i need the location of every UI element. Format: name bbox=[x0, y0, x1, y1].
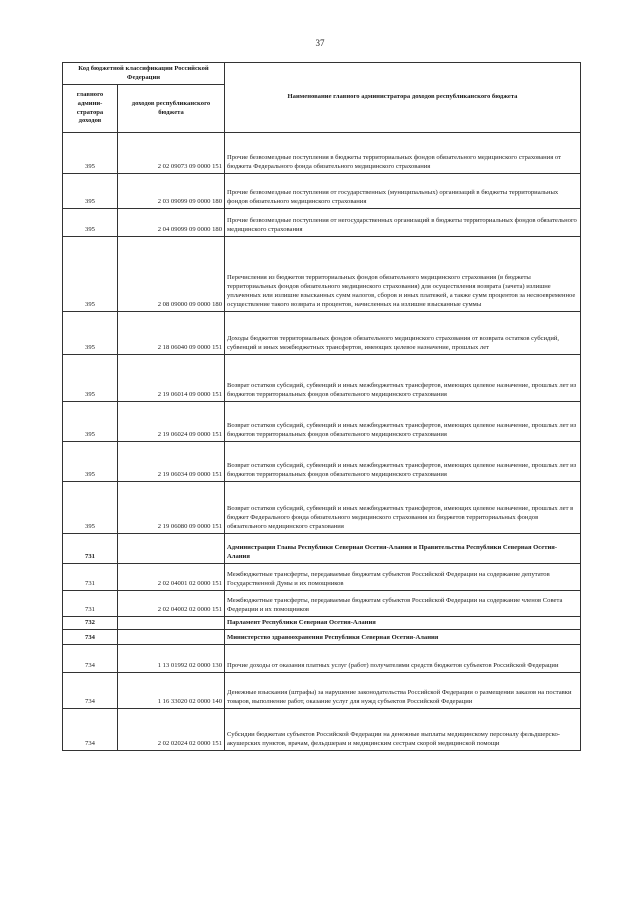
header-name-column: Наименование главного администратора доходов республиканского бюджета bbox=[287, 93, 518, 101]
header-admin-column: главного админи-стратора доходов bbox=[76, 90, 104, 125]
admin-code-cell: 731 bbox=[63, 564, 118, 591]
table-row bbox=[63, 402, 581, 442]
description-cell: Доходы бюджетов территориальных фондов обязательного медицинского страхования от возврата остатков субсидий, субвенций и иных межбюджетных трансфертов, имеющих целевое назначение, прошлых лет bbox=[225, 312, 581, 355]
budget-code-cell bbox=[118, 617, 225, 630]
table-row bbox=[63, 564, 581, 591]
admin-code-cell: 731 bbox=[63, 534, 118, 564]
description-cell: Возврат остатков субсидий, субвенций и иных межбюджетных трансфертов, имеющих целевое назначение, прошлых лет из бюджетов территориальных фондов обязательного медицинского страхования bbox=[225, 442, 581, 482]
table-row bbox=[63, 709, 581, 751]
budget-code-cell: 2 19 06080 09 0000 151 bbox=[118, 482, 225, 534]
budget-code-cell: 2 19 06024 09 0000 151 bbox=[118, 402, 225, 442]
table-row bbox=[63, 591, 581, 617]
admin-code-cell: 395 bbox=[63, 312, 118, 355]
admin-code-cell: 395 bbox=[63, 174, 118, 209]
budget-code-cell: 2 02 09073 09 0000 151 bbox=[118, 133, 225, 174]
budget-code-cell: 1 13 01992 02 0000 130 bbox=[118, 645, 225, 673]
description-cell: Возврат остатков субсидий, субвенций и иных межбюджетных трансфертов, имеющих целевое назначение, прошлых лет из бюджетов территориальных фондов обязательного медицинского страхования bbox=[225, 402, 581, 442]
description-cell: Прочие доходы от оказания платных услуг (работ) получателями средств бюджетов субъектов Российской Федерации bbox=[225, 645, 581, 673]
table-row bbox=[63, 237, 581, 312]
description-cell: Прочие безвозмездные поступления от негосударственных организаций в бюджеты территориальных фондов обязательного медицинского страхования bbox=[225, 209, 581, 237]
admin-code-cell: 395 bbox=[63, 237, 118, 312]
description-cell: Администрация Главы Республики Северная Осетия-Алания и Правительства Республики Северная Осетия-Алания bbox=[225, 534, 581, 564]
admin-code-cell: 395 bbox=[63, 355, 118, 402]
admin-code-cell: 395 bbox=[63, 402, 118, 442]
description-cell: Прочие безвозмездные поступления в бюджеты территориальных фондов обязательного медицинского страхования от бюджета Федерального фонда обязательного медицинского страхования bbox=[225, 133, 581, 174]
description-cell: Денежные взыскания (штрафы) за нарушение законодательства Российской Федерации о размещении заказов на поставки товаров, выполнение работ, оказание услуг для нужд субъектов Российской Федерации bbox=[225, 673, 581, 709]
table-row bbox=[63, 617, 581, 630]
admin-code-cell: 734 bbox=[63, 709, 118, 751]
description-cell: Прочие безвозмездные поступления от государственных (муниципальных) организаций в бюджеты территориальных фондов обязательного медицинского страхования bbox=[225, 174, 581, 209]
budget-code-cell: 2 04 09099 09 0000 180 bbox=[118, 209, 225, 237]
admin-code-cell: 395 bbox=[63, 482, 118, 534]
admin-code-cell: 395 bbox=[63, 133, 118, 174]
description-cell: Субсидии бюджетам субъектов Российской Федерации на денежные выплаты медицинскому персоналу фельдшерско-акушерских пунктов, врачам, фельдшерам и медицинским сестрам скорой медицинской помощи bbox=[225, 709, 581, 751]
header-code-cell bbox=[118, 85, 225, 133]
admin-code-cell: 731 bbox=[63, 591, 118, 617]
description-cell: Возврат остатков субсидий, субвенций и иных межбюджетных трансфертов, имеющих целевое назначение, прошлых лет в бюджет Федерального фонда обязательного медицинского страхования из бюджетов территориальных фондов обязательного медицинского страхования bbox=[225, 482, 581, 534]
table-row bbox=[63, 442, 581, 482]
table-row bbox=[63, 482, 581, 534]
description-cell: Межбюджетные трансферты, передаваемые бюджетам субъектов Российской Федерации на содержание членов Совета Федерации и их помощников bbox=[225, 591, 581, 617]
budget-code-cell: 2 08 09000 09 0000 180 bbox=[118, 237, 225, 312]
page-number: 37 bbox=[315, 38, 325, 48]
table-row bbox=[63, 630, 581, 645]
budget-code-cell: 2 19 06014 09 0000 151 bbox=[118, 355, 225, 402]
header-name-cell bbox=[225, 63, 581, 133]
description-cell: Перечисления из бюджетов территориальных фондов обязательного медицинского страхования (в бюджеты территориальных фондов обязательного медицинского страхования) для осуществления возврата (зачета) излишне уплаченных или излишне взысканных сумм налогов, сборов и иных платежей, а также сумм процентов за несвоевременное осуществление такого возврата и процентов, начисленных на излишне взысканные суммы bbox=[225, 237, 581, 312]
budget-code-cell: 2 02 02024 02 0000 151 bbox=[118, 709, 225, 751]
budget-code-cell bbox=[118, 630, 225, 645]
table-row bbox=[63, 312, 581, 355]
budget-code-cell bbox=[118, 534, 225, 564]
admin-code-cell: 395 bbox=[63, 442, 118, 482]
header-code-column: доходов республиканского бюджета bbox=[131, 99, 211, 116]
description-cell: Возврат остатков субсидий, субвенций и иных межбюджетных трансфертов, имеющих целевое назначение, прошлых лет из бюджетов территориальных фондов обязательного медицинского страхования bbox=[225, 355, 581, 402]
header-group-cell bbox=[63, 63, 225, 85]
budget-code-cell: 1 16 33020 02 0000 140 bbox=[118, 673, 225, 709]
budget-code-cell: 2 03 09099 09 0000 180 bbox=[118, 174, 225, 209]
admin-code-cell: 734 bbox=[63, 630, 118, 645]
admin-code-cell: 734 bbox=[63, 645, 118, 673]
table-row bbox=[63, 534, 581, 564]
description-cell: Межбюджетные трансферты, передаваемые бюджетам субъектов Российской Федерации на содержание депутатов Государственной Думы и их помощников bbox=[225, 564, 581, 591]
header-group: Код бюджетной классификации Российской Федерации bbox=[78, 64, 209, 81]
table-row bbox=[63, 355, 581, 402]
budget-classification-table bbox=[62, 62, 581, 751]
header-admin-cell bbox=[63, 85, 118, 133]
budget-code-cell: 2 19 06034 09 0000 151 bbox=[118, 442, 225, 482]
table-row bbox=[63, 673, 581, 709]
budget-code-cell: 2 02 04001 02 0000 151 bbox=[118, 564, 225, 591]
table-row bbox=[63, 209, 581, 237]
table-row bbox=[63, 174, 581, 209]
description-cell: Министерство здравоохранения Республики Северная Осетия-Алания bbox=[225, 630, 581, 645]
budget-code-cell: 2 18 06040 09 0000 151 bbox=[118, 312, 225, 355]
admin-code-cell: 734 bbox=[63, 673, 118, 709]
table-row bbox=[63, 645, 581, 673]
description-cell: Парламент Республики Северная Осетия-Алания bbox=[225, 617, 581, 630]
admin-code-cell: 732 bbox=[63, 617, 118, 630]
table-row bbox=[63, 133, 581, 174]
admin-code-cell: 395 bbox=[63, 209, 118, 237]
budget-code-cell: 2 02 04002 02 0000 151 bbox=[118, 591, 225, 617]
